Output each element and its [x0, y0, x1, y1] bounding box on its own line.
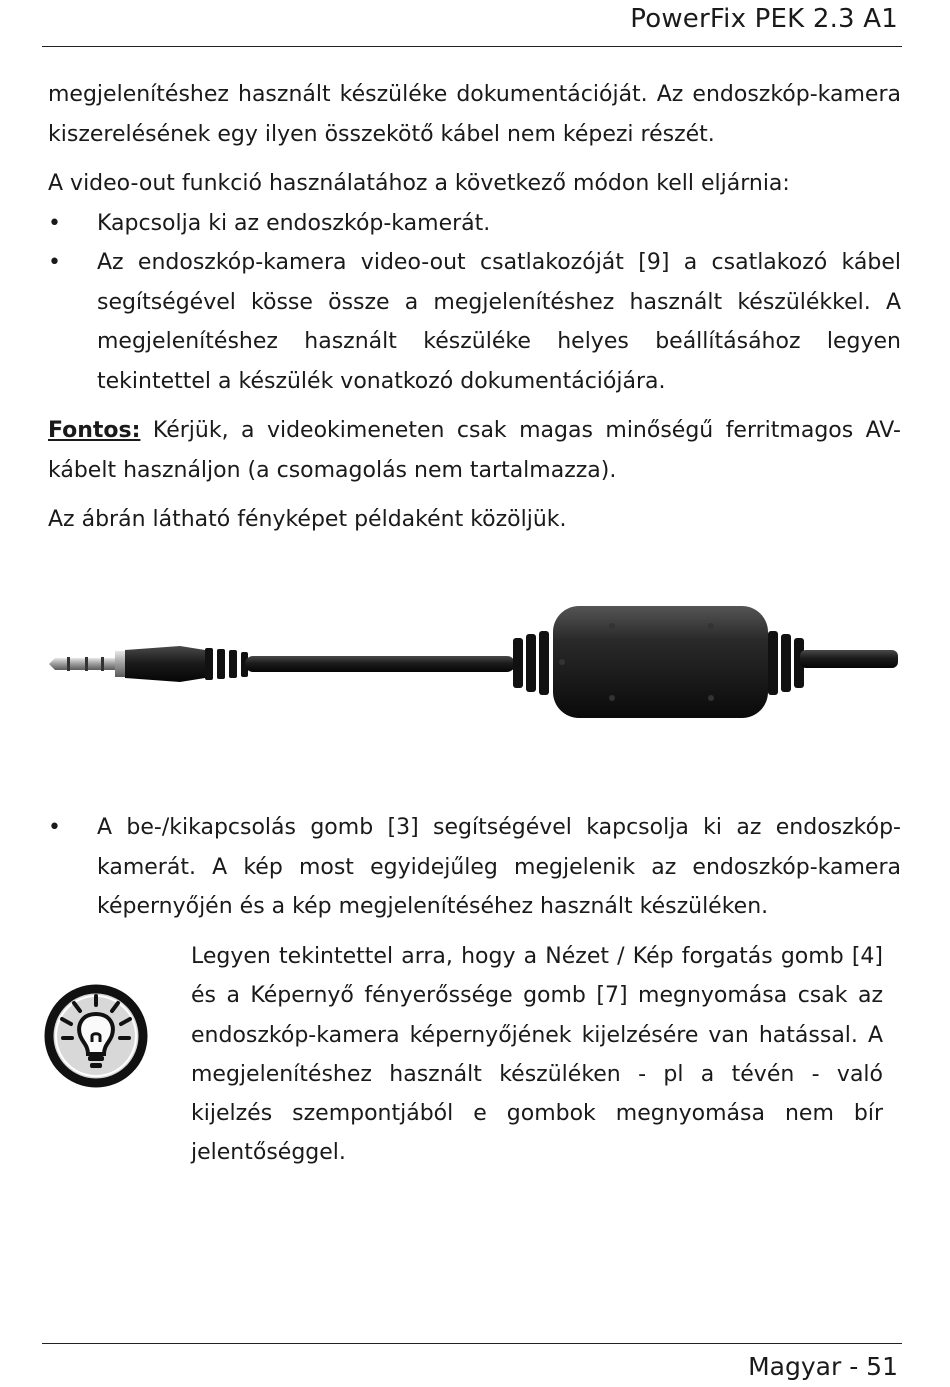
note-paragraph: Legyen tekintettel arra, hogy a Nézet / Kép forgatás gomb [4] és a Képernyő fényerőssége gomb [7] megnyomása csak az endoszkóp-kamera képernyőjének kijelzésére van hatással. A megjelenítéshez használt készüléken - pl a tévén - való kijelzés szempontjából e gombok megnyomása nem bír jelentőséggel.	[191, 944, 883, 1166]
important-text: Kérjük, a videokimeneten csak magas minőségű ferritmagos AV-kábelt használjon (a csomagolás nem tartalmazza).	[48, 418, 901, 483]
intro-paragraph-2: A video-out funkció használatához a következő módon kell eljárnia:	[48, 171, 790, 196]
bullet-text: A be-/kikapcsolás gomb [3] segítségével kapcsolja ki az endoszkóp-kamerát. A kép most egyidejűleg megjelenik az endoszkóp-kamera képernyőjén és a kép megjelenítéséhez használt készüléken.	[97, 815, 901, 919]
important-paragraph	[48, 411, 901, 490]
upper-text-block	[48, 75, 901, 540]
bullet-dot: •	[48, 250, 61, 275]
lower-text-block	[48, 808, 901, 927]
bullet-text: Kapcsolja ki az endoszkóp-kamerát.	[97, 210, 491, 236]
bullet-text: Az endoszkóp-kamera video-out csatlakozóját [9] a csatlakozó kábel segítségével kösse össze a megjelenítéshez használt készülékkel. A megjelenítéshez használt készüléke helyes beállításához legyen tekintettel a készülék vonatkozó dokumentációjára.	[97, 250, 901, 394]
important-label: Fontos:	[48, 418, 141, 443]
footer-rule	[42, 1343, 902, 1344]
photo-caption: Az ábrán látható fényképet példaként közöljük.	[48, 507, 567, 532]
bullet-item-3	[48, 808, 901, 927]
bullet-dot: •	[48, 210, 61, 236]
note-text	[191, 937, 883, 1173]
header-rule	[42, 46, 902, 47]
bullet-item-1	[48, 204, 901, 244]
bullet-dot: •	[48, 815, 61, 840]
bullet-item-2	[48, 243, 901, 401]
intro-paragraph-1: megjelenítéshez használt készüléke dokumentációját. Az endoszkóp-kamera kiszerelésének egy ilyen összekötő kábel nem képezi részét.	[48, 82, 901, 147]
av-cable-photo	[45, 598, 900, 722]
header-title: PowerFix PEK 2.3 A1	[630, 4, 898, 34]
footer-page-label: Magyar - 51	[748, 1352, 898, 1381]
lightbulb-icon	[44, 984, 148, 1088]
